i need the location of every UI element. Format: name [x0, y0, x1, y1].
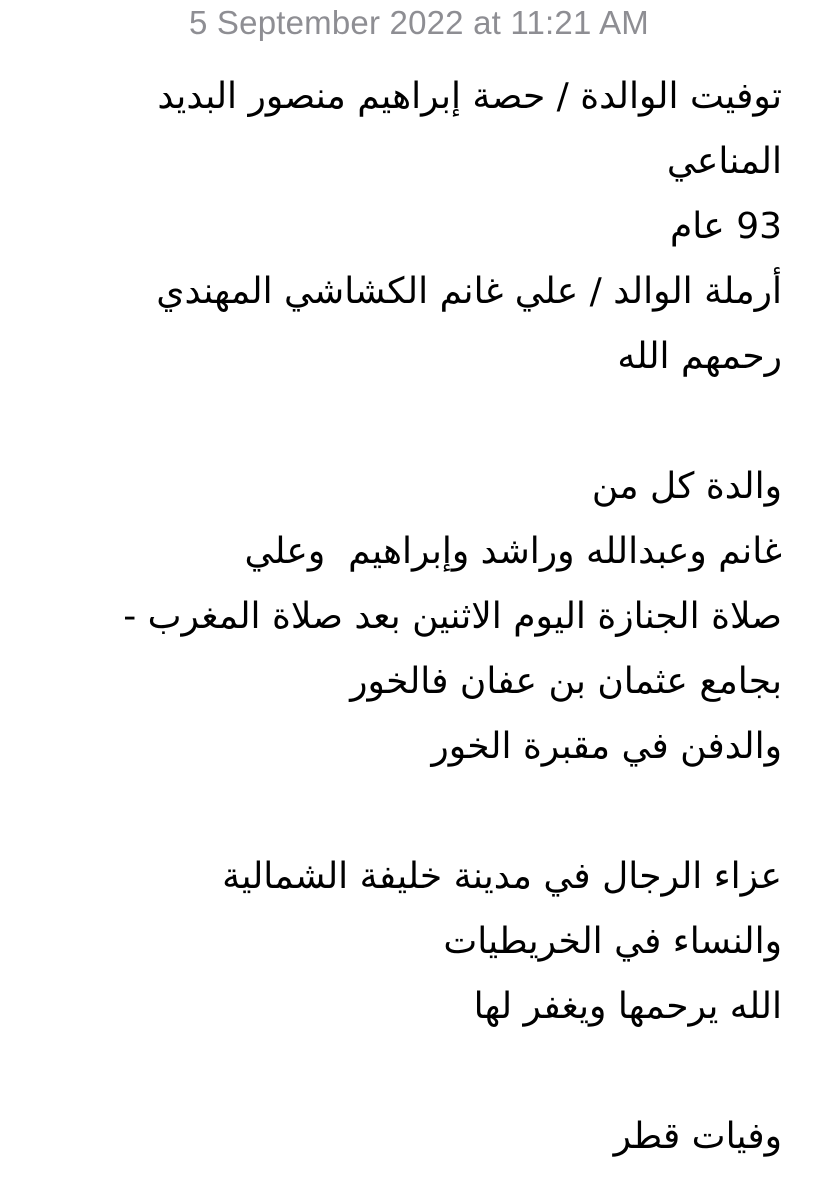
note-timestamp: 5 September 2022 at 11:21 AM: [189, 4, 649, 41]
note-line-children-names: غانم وعبدالله وراشد وإبراهيم وعلي: [244, 531, 782, 572]
note-body[interactable]: [42, 64, 782, 1169]
note-line-death-announcement: توفيت الوالدة / حصة إبراهيم منصور البديد: [157, 76, 782, 117]
note-line-signature: وفيات قطر: [613, 1116, 782, 1157]
note-line-prayer: الله يرحمها ويغفر لها: [473, 986, 782, 1027]
note-line-blank: [42, 1039, 782, 1104]
note-line-widow-of: أرملة الوالد / علي غانم الكشاشي المهندي: [156, 271, 782, 312]
note-line-blank: [42, 389, 782, 454]
note-line-women-condolence: والنساء في الخريطيات: [443, 921, 782, 962]
note-line-family-name: المناعي: [666, 141, 782, 182]
note-line-blank: [42, 779, 782, 844]
note-line-age: 93 عام: [670, 206, 782, 247]
note-line-mosque: بجامع عثمان بن عفان فالخور: [350, 661, 782, 702]
note-line-prayer-mercy: رحمهم الله: [617, 336, 782, 377]
note-line-mother-of: والدة كل من: [591, 466, 782, 507]
note-line-funeral-prayer: صلاة الجنازة اليوم الاثنين بعد صلاة المغرب -: [123, 596, 782, 637]
note-line-burial: والدفن في مقبرة الخور: [431, 726, 782, 767]
note-line-men-condolence: عزاء الرجال في مدينة خليفة الشمالية: [222, 856, 782, 897]
